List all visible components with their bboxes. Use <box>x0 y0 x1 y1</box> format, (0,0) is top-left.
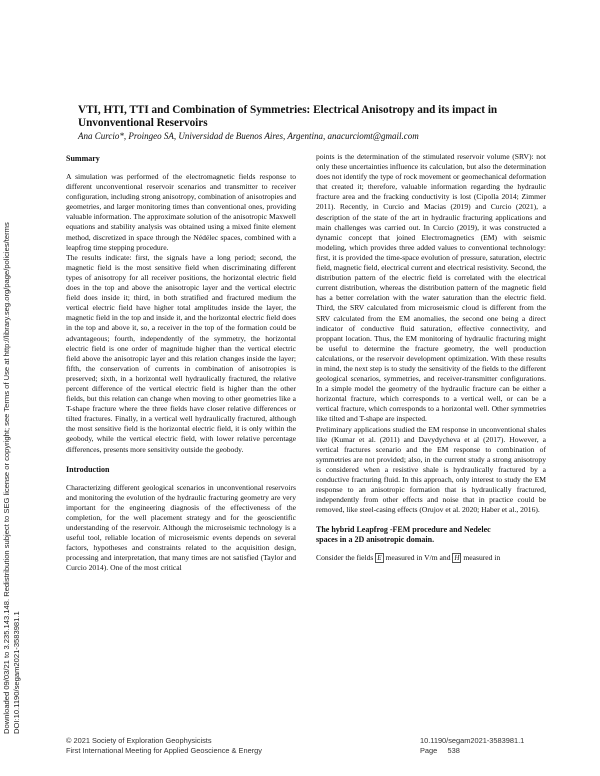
sidebar-doi: DOI:10.1190/segam2021-3583981.1 <box>12 611 21 734</box>
title-line-2: Unvonventional Reservoirs <box>78 117 208 129</box>
page-footer <box>66 736 546 755</box>
p3-start: Consider the fields <box>316 553 374 563</box>
electric-field-symbol: E <box>377 554 382 563</box>
p3-end: measured in <box>463 553 501 563</box>
page-label: Page <box>420 745 438 755</box>
footer-doi: 10.1190/segam2021-3583981.1 <box>420 736 525 745</box>
summary-paragraph-2: The results indicate: first, the signals have a long period; second, the magnetic field is the most sensitive field when discriminating different types of anisotropy for all receiver positions, the horizontal electric field does in the top and above the anisotropic layer and the vertical electric field does inside it; third, in both stratified and fractured medium the vertical electric field have higher total amplitudes inside the layer, the magnetic field in the top and inside it, and the horizontal electric field does in the top and above it, so, a receiver in the top of the formation could be advantageous; fourth, independently of the symmetry, the horizontal electric field is one order of magnitude higher than the vertical electric field above the anisotropic layer and this relation changes inside the layer; fifth, the conservation of currents in combination of anisotropies is preserved; sixth, in a horizontal well hydraulically fractured, the relative percent difference of the vertical electric field is higher than the other fields, but this relation can change when moving to other geometries like a T-shape fracture where the three fields have closer relative differences or tilted fractures. Finally, in a vertical well hydraulically fractured, although the most sensitive field is the horizontal electric field, it is only within the geobody, while the vertical electric field, with lower relative percentage differences, presents more sensitivity outside the geobody. <box>66 252 296 454</box>
title-line-1: VTI, HTI, TTI and Combination of Symmetries: Electrical Anisotropy and its impact in <box>78 104 498 116</box>
author-line: Ana Curcio*, Proingeo SA, Universidad de Buenos Aires, Argentina, anacurciomt@gmail.com <box>78 131 419 141</box>
method-heading-line-1: The hybrid Leapfrog -FEM procedure and Nedelec <box>316 525 491 535</box>
p3-mid: measured in V/m and <box>385 553 451 563</box>
method-heading <box>316 525 546 545</box>
magnetic-field-symbol: H <box>454 554 460 563</box>
summary-paragraph-1: A simulation was performed of the electromagnetic fields response to different unconventional reservoir scenarios and transmitter to receiver configuration, including strong anisotropy, combination of anisotropies and geometries, and larger monitoring times than conventional ones, providing valuable information. The approximate solution of the anisotropic Maxwell equations and stability analysis was obtained using a mixed finite element method, discretized in space through the Nédélec spaces, combined with a leapfrog time stepping procedure. <box>66 172 296 252</box>
download-notice: Downloaded 09/03/21 to 3.235.143.148. Redistribution subject to SEG license or copyright; see Terms of Use at http://library.seg.org/page/policies/terms <box>2 222 11 734</box>
right-paragraph-3 <box>316 553 546 563</box>
paper-header <box>78 104 558 142</box>
summary-heading: Summary <box>66 154 100 163</box>
right-paragraph-1: points is the determination of the stimulated reservoir volume (SRV): not only these uncertainties influence its calculation, but also the determination does not identify the type of rock movement or geomechanical deformation that created it; therefore, valuable information regarding the hydraulic fracture area and the fracking conductivity is lost (Cipolla 2014; Zimmer 2011). Recently, in Curcio and Macias (2019) and Curcio (2021), a description of the state of the art in hydraulic fracturing applications and main challenges was carried out. In Curcio (2019), it was constructed a dynamic concept that joined Electromagnetics (EM) with seismic modeling, which provides three added values to conventional technology: first, it is provided the time-space evolution of pressure, saturation, electric field, magnetic field, electrical current and electrical resistivity. Second, the distribution pattern of the electric field is correlated with the electrical current distribution, whereas the distribution pattern of the magnetic field has a better correlation with the water saturation than the electric field. Third, the SRV calculated from microseismic cloud is different from the SRV calculated from the EM anomalies, the second one being a direct indicator of conductive fluid saturation, effective connectivity, and proppant location. Thus, the EM monitoring of hydraulic fracturing might be useful to determine the fracture geometry, the well production calculations, or the reservoir development optimization. With these results in mind, the next step is to study the sensitivity of the fields to the different geological scenarios, symmetries, and receiver-transmitter configurations. In a simple model the geometry of the hydraulic fracture can be either a horizontal fracture, which corresponds to a vertical well, or can be a vertical fracture, which corresponds to a horizontal well. Other symmetries like tilted and T-shape are inspected. <box>316 152 546 424</box>
footer-copyright: © 2021 Society of Exploration Geophysicists <box>66 736 212 745</box>
right-column <box>316 152 546 563</box>
left-column <box>66 152 296 573</box>
introduction-heading: Introduction <box>66 464 110 474</box>
download-sidebar <box>2 20 36 740</box>
footer-page <box>420 746 524 756</box>
page-number: 538 <box>447 745 460 755</box>
right-paragraph-2: Preliminary applications studied the EM response in unconventional shales like (Kumar et al. (2011) and Davydycheva et al (2017). However, a vertical fractures scenario and the EM response to combination of symmetries are not provided; also, in the current study a strong anisotropy is considered when a resistive shale is hydraulically fractured by a conductive fracturing fluid. In this approach, only interest to study the EM response to an anisotropic formation that is hydraulically fractured, independently from other effects and noise that in practice could be removed, like steel-casing effects (Orujov et al. 2020; Haber et al., 2016). <box>316 424 546 515</box>
footer-meeting: First International Meeting for Applied Geoscience & Energy <box>66 745 262 755</box>
paper-title <box>78 104 558 130</box>
introduction-paragraph-1: Characterizing different geological scenarios in unconventional reservoirs and monitoring the evolution of the hydraulic fracturing geometry are very important for the engineering diagnosis of the effectiveness of the completion, for the well placement strategy and for the geoscientific understanding of the reservoir. Although the microseismic technology is a useful tool, reliable location of microseismic events depends on several factors, hypotheses and constraints related to the acquisition design, processing and interpretation, that many times are not satisfied (Taylor and Curcio 2014). One of the most critical <box>66 482 296 573</box>
method-heading-line-2: spaces in a 2D anisotropic domain. <box>316 535 435 545</box>
